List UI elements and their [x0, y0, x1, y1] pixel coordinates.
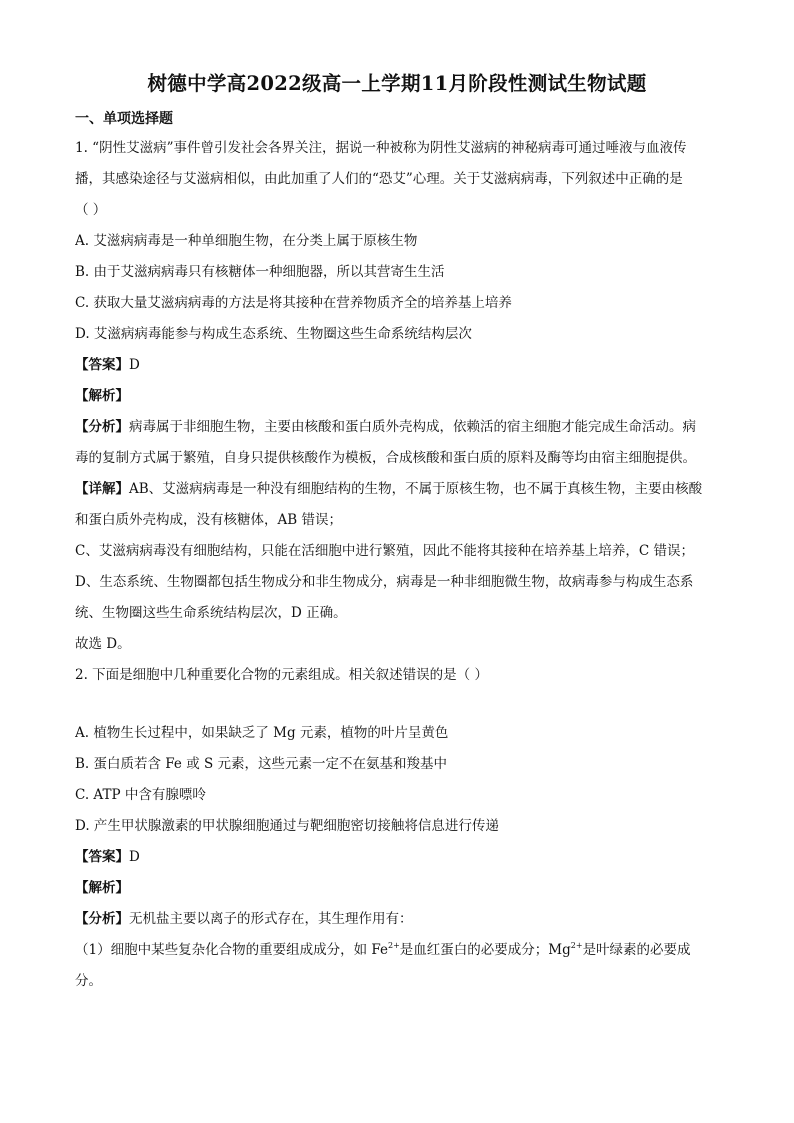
- q2-answer-value: D: [129, 849, 140, 865]
- q2-fenxi-line-1: [75, 904, 720, 935]
- q1-answer: [75, 350, 720, 381]
- q1-fenxi-text-1: 病毒属于非细胞生物，主要由核酸和蛋白质外壳构成，依赖活的宿主细胞才能完成生命活动。病: [129, 419, 696, 435]
- q1-answer-tag: 【答案】: [75, 357, 129, 373]
- q2-fenxi-text-1: 无机盐主要以离子的形式存在，其生理作用有：: [129, 911, 413, 927]
- q1-xiangjie-line-3: C、艾滋病病毒没有细胞结构，只能在活细胞中进行繁殖，因此不能将其接种在培养基上培养，C 错误；: [75, 543, 694, 559]
- q2-option-c: C. ATP 中含有腺嘌呤: [75, 787, 206, 803]
- q1-xiangjie-line-5: 统、生物圈这些生命系统结构层次，D 正确。: [75, 605, 347, 621]
- q2-option-b: B. 蛋白质若含 Fe 或 S 元素，这些元素一定不在氨基和羧基中: [75, 756, 448, 772]
- q1-answer-value: D: [129, 357, 140, 373]
- q1-xiangjie-line-1: [75, 474, 720, 505]
- page-title: 树德中学高2022级高一上学期11月阶段性测试生物试题: [147, 72, 647, 95]
- q1-fenxi-line-2: 毒的复制方式属于繁殖，自身只提供核酸作为模板，合成核酸和蛋白质的原料及酶等均由宿主细胞提供。: [75, 450, 696, 466]
- q2-answer: [75, 842, 720, 873]
- q1-stem-line-2: 播，其感染途径与艾滋病相似，由此加重了人们的“恐艾”心理。关于艾滋病病毒，下列叙述中正确的是: [75, 171, 683, 187]
- q2-option-d: D. 产生甲状腺激素的甲状腺细胞通过与靶细胞密切接触将信息进行传递: [75, 818, 499, 834]
- q2-point-1: [75, 935, 720, 966]
- q1-option-a: A. 艾滋病病毒是一种单细胞生物，在分类上属于原核生物: [75, 233, 418, 249]
- q2-point-1-sup-2: 2+: [570, 941, 583, 950]
- q1-xiangjie-line-2: 和蛋白质外壳构成，没有核糖体，AB 错误；: [75, 512, 342, 528]
- q2-stem: 2. 下面是细胞中几种重要化合物的元素组成。相关叙述错误的是（ ）: [75, 667, 488, 683]
- q1-stem-line-3: （ ）: [75, 202, 107, 218]
- q2-point-1-part-c: 是叶绿素的必要成: [582, 942, 691, 958]
- section-heading: 一、单项选择题: [75, 111, 173, 127]
- q1-option-c: C. 获取大量艾滋病病毒的方法是将其接种在营养物质齐全的培养基上培养: [75, 295, 512, 311]
- q2-point-1-part-a: （1）细胞中某些复杂化合物的重要组成成分，如 Fe: [75, 942, 388, 958]
- q1-xiangjie-text-1: AB、艾滋病病毒是一种没有细胞结构的生物，不属于原核生物，也不属于真核生物，主要由核酸: [129, 481, 703, 497]
- q1-fenxi-line-1: [75, 412, 720, 443]
- q2-analysis: [75, 873, 720, 904]
- q1-option-b: B. 由于艾滋病病毒只有核糖体一种细胞器，所以其营寄生生活: [75, 264, 445, 280]
- q1-xiangjie-tag: 【详解】: [75, 481, 129, 497]
- q1-analysis: [75, 381, 720, 412]
- q2-answer-tag: 【答案】: [75, 849, 129, 865]
- q2-point-1-part-b: 是血红蛋白的必要成分；Mg: [399, 942, 571, 958]
- q1-conclusion: 故选 D。: [75, 636, 131, 652]
- q1-analysis-tag: 【解析】: [75, 388, 129, 404]
- q1-option-d: D. 艾滋病病毒能参与构成生态系统、生物圈这些生命系统结构层次: [75, 326, 472, 342]
- q2-analysis-tag: 【解析】: [75, 880, 129, 896]
- q1-fenxi-tag: 【分析】: [75, 419, 129, 435]
- q2-fenxi-tag: 【分析】: [75, 911, 129, 927]
- q1-xiangjie-line-4: D、生态系统、生物圈都包括生物成分和非生物成分，病毒是一种非细胞微生物，故病毒参与构成生态系: [75, 574, 694, 590]
- q2-point-1-sup-1: 2+: [388, 941, 400, 950]
- q2-point-1-end: 分。: [75, 973, 102, 989]
- q2-option-a: A. 植物生长过程中，如果缺乏了 Mg 元素，植物的叶片呈黄色: [75, 725, 449, 741]
- q1-stem-line-1: 1. “阴性艾滋病”事件曾引发社会各界关注，据说一种被称为阴性艾滋病的神秘病毒可通过唾液与血液传: [75, 140, 687, 156]
- document-body: [75, 133, 720, 997]
